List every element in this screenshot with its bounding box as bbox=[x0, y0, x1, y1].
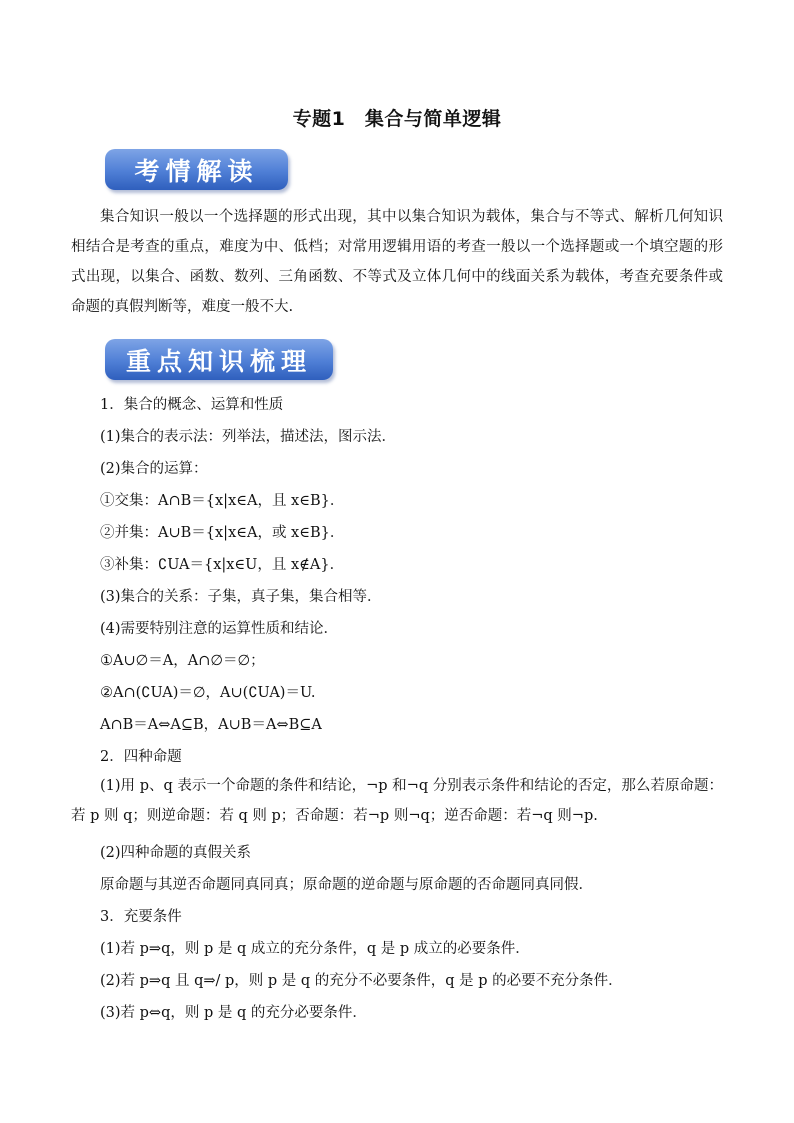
section-badge-exam-analysis: 考情解读 bbox=[105, 149, 288, 190]
heading-propositions: 2．四种命题 bbox=[100, 749, 182, 765]
text-line: ②并集：A∪B＝{x|x∈A，或 x∈B}． bbox=[100, 525, 345, 541]
text-line: (1)若 p⇒q，则 p 是 q 成立的充分条件，q 是 p 成立的必要条件． bbox=[100, 941, 530, 957]
text-line: ②A∩(∁UA)＝∅，A∪(∁UA)＝U. bbox=[100, 685, 316, 701]
text-line: (3)集合的关系：子集，真子集，集合相等． bbox=[100, 589, 382, 605]
text-line: (3)若 p⇔q，则 p 是 q 的充分必要条件． bbox=[100, 1005, 367, 1021]
text-line: 原命题与其逆否命题同真同真；原命题的逆命题与原命题的否命题同真同假． bbox=[100, 877, 593, 893]
text-line: ①A∪∅＝A，A∩∅＝∅； bbox=[100, 653, 265, 669]
text-line: (2)集合的运算： bbox=[100, 461, 208, 477]
section-badge-key-points: 重点知识梳理 bbox=[105, 339, 333, 380]
text-line: (2)若 p⇒q 且 q⇒/ p，则 p 是 q 的充分不必要条件，q 是 p 的必要不充分条件． bbox=[100, 973, 623, 989]
heading-conditions: 3．充要条件 bbox=[100, 909, 182, 925]
intro-paragraph: 集合知识一般以一个选择题的形式出现，其中以集合知识为载体，集合与不等式、解析几何知识相结合是考查的重点，难度为中、低档；对常用逻辑用语的考查一般以一个选择题或一个填空题的形式出现，以集合、函数、数列、三角函数、不等式及立体几何中的线面关系为载体，考查充要条件或命题的真假判断等，难度一般不大. bbox=[71, 209, 723, 315]
text-line: (2)四种命题的真假关系 bbox=[100, 845, 252, 861]
text-line: ①交集：A∩B＝{x|x∈A，且 x∈B}． bbox=[100, 493, 345, 509]
text-paragraph: (1)用 p、q 表示一个命题的条件和结论，¬p 和¬q 分别表示条件和结论的否定，那么若原命题：若 p 则 q；则逆命题：若 q 则 p；否命题：若¬p 则¬q；逆否命题：若¬q 则¬p. bbox=[71, 778, 723, 824]
heading-sets: 1．集合的概念、运算和性质 bbox=[100, 397, 284, 413]
text-line: A∩B＝A⇔A⊆B，A∪B＝A⇔B⊆A bbox=[100, 717, 322, 733]
text-line: (4)需要特别注意的运算性质和结论． bbox=[100, 621, 339, 637]
text-line: (1)集合的表示法：列举法，描述法，图示法． bbox=[100, 429, 397, 445]
text-line: ③补集：∁UA＝{x|x∈U，且 x∉A}． bbox=[100, 557, 345, 573]
page-title: 专题1 集合与简单逻辑 bbox=[292, 108, 502, 130]
